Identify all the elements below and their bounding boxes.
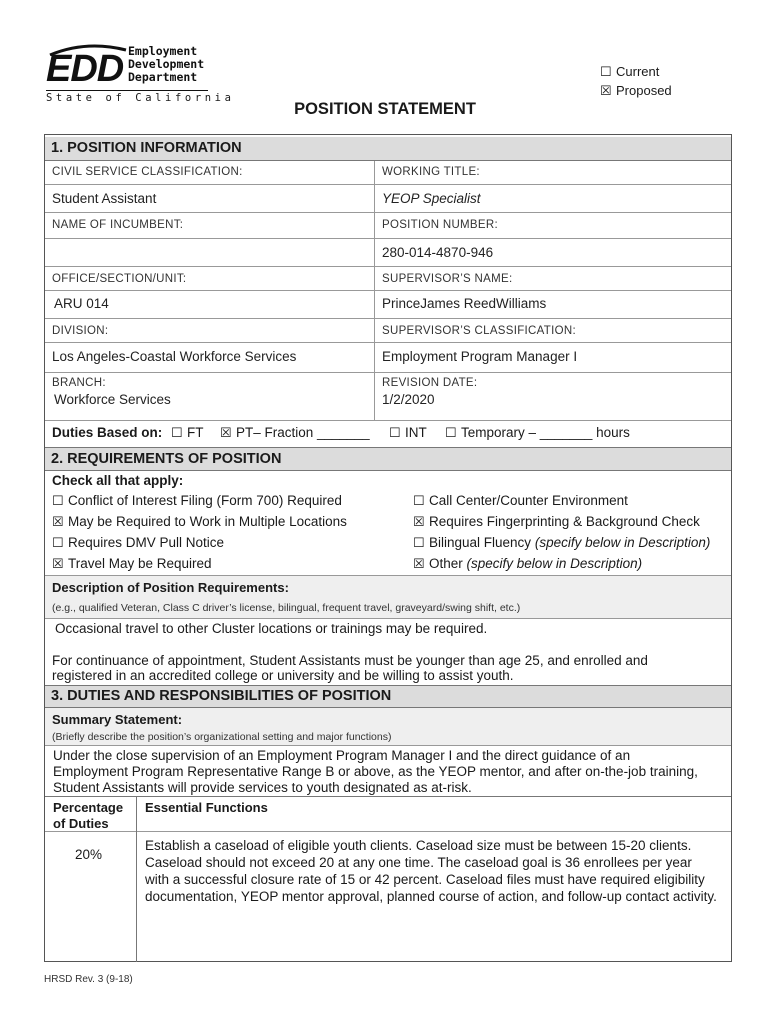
req-right-3[interactable] xyxy=(413,556,642,572)
checkbox-glyph: ☒ xyxy=(52,514,64,529)
row-values-2 xyxy=(45,239,731,267)
checkbox-glyph: ☐ xyxy=(171,425,183,440)
desc-hint: (e.g., qualified Veteran, Class C driver’s license, bilingual, frequent travel, graveyard/swing shift, etc.) xyxy=(52,602,521,614)
checkbox-glyph: ☐ xyxy=(600,64,612,79)
checkbox-glyph: ☐ xyxy=(389,425,401,440)
req-right-1[interactable] xyxy=(413,514,700,530)
revision-label: REVISION DATE: xyxy=(382,377,478,389)
summary-line: Student Assistants will provide services to youth designated as at-risk. xyxy=(53,780,472,795)
incumbent-value[interactable] xyxy=(45,239,374,266)
logo-letters: EDD xyxy=(46,48,124,90)
checkbox-glyph: ☒ xyxy=(413,514,425,529)
duties-table-header xyxy=(45,796,731,832)
current-label: Current xyxy=(616,64,660,79)
page-title: POSITION STATEMENT xyxy=(294,100,476,118)
branch-label: BRANCH: xyxy=(52,377,106,389)
desc-line: Occasional travel to other Cluster locations or trainings may be required. xyxy=(55,621,488,636)
section-3-heading: 3. DUTIES AND RESPONSIBILITIES OF POSITION xyxy=(45,685,731,708)
pt-checkbox[interactable] xyxy=(220,425,370,441)
req-label: Requires DMV Pull Notice xyxy=(68,535,225,550)
req-label: Other xyxy=(429,556,463,571)
req-label: Conflict of Interest Filing (Form 700) Required xyxy=(68,493,342,508)
duty-line: documentation, YEOP mentor approval, planned course of action, and follow-up contact activity. xyxy=(145,889,717,904)
summary-heading: Summary Statement: xyxy=(52,712,183,727)
division-value[interactable]: Los Angeles-Coastal Workforce Services xyxy=(52,349,297,364)
position-form xyxy=(44,134,732,962)
row-values-1 xyxy=(45,185,731,213)
logo-state: State of California xyxy=(46,92,235,104)
civil-service-label: CIVIL SERVICE CLASSIFICATION: xyxy=(52,166,243,178)
supervisor-class-label: SUPERVISOR’S CLASSIFICATION: xyxy=(382,325,576,337)
position-number-value[interactable]: 280-014-4870-946 xyxy=(382,245,494,260)
row-values-4 xyxy=(45,343,731,373)
edd-logo xyxy=(46,44,235,106)
summary-line: Under the close supervision of an Employment Program Manager I and the direct guidance of an xyxy=(53,748,631,763)
desc-line: For continuance of appointment, Student Assistants must be younger than age 25, and enrolled and xyxy=(52,653,648,668)
supervisor-name-value[interactable]: PrinceJames ReedWilliams xyxy=(382,296,547,311)
req-right-2[interactable] xyxy=(413,535,710,551)
temporary-label: Temporary – _______ hours xyxy=(461,425,630,440)
revision-cell xyxy=(375,373,731,420)
row-branch-revision xyxy=(45,373,731,421)
revision-value[interactable]: 1/2/2020 xyxy=(382,392,435,407)
supervisor-name-label: SUPERVISOR’S NAME: xyxy=(382,273,513,285)
desc-heading: Description of Position Requirements: xyxy=(52,580,289,595)
pt-label: PT– Fraction _______ xyxy=(236,425,370,440)
functions-heading: Essential Functions xyxy=(145,800,268,815)
proposed-checkbox[interactable] xyxy=(600,83,672,99)
int-label: INT xyxy=(405,425,427,440)
duty-line: with a successful closure rate of 15 or 42 percent. Caseload files must have required eligibility xyxy=(145,872,705,887)
req-right-0[interactable] xyxy=(413,493,628,509)
req-note: (specify below in Description) xyxy=(466,556,643,571)
checkbox-glyph: ☒ xyxy=(220,425,232,440)
supervisor-class-value[interactable]: Employment Program Manager I xyxy=(382,349,578,364)
row-labels-3 xyxy=(45,267,731,291)
checkbox-glyph: ☐ xyxy=(52,535,64,550)
req-left-0[interactable] xyxy=(52,493,342,509)
logo-word: Employment xyxy=(128,44,198,58)
footer-revision: HRSD Rev. 3 (9-18) xyxy=(44,974,133,985)
checkbox-glyph: ☐ xyxy=(413,535,425,550)
req-left-2[interactable] xyxy=(52,535,224,551)
summary-hint: (Briefly describe the position’s organizational setting and major functions) xyxy=(52,731,392,743)
checkbox-glyph: ☐ xyxy=(445,425,457,440)
summary-heading-row xyxy=(45,708,731,746)
proposed-label: Proposed xyxy=(616,83,672,98)
duty-line: Caseload should not exceed 20 at any one time. The caseload goal is 36 enrollees per year xyxy=(145,855,692,870)
section-2-heading: 2. REQUIREMENTS OF POSITION xyxy=(45,447,731,471)
pct-heading xyxy=(53,800,123,832)
ft-checkbox[interactable] xyxy=(171,425,204,441)
duty-percentage[interactable]: 20% xyxy=(75,847,103,862)
req-left-3[interactable] xyxy=(52,556,212,572)
division-label: DIVISION: xyxy=(52,325,109,337)
logo-words xyxy=(128,45,204,84)
branch-value[interactable]: Workforce Services xyxy=(54,392,171,407)
desc-text-box[interactable] xyxy=(45,619,731,687)
temporary-checkbox[interactable] xyxy=(445,425,630,441)
office-label: OFFICE/SECTION/UNIT: xyxy=(52,273,187,285)
section-1-heading: 1. POSITION INFORMATION xyxy=(45,137,731,161)
summary-line: Employment Program Representative Range B or above, as the YEOP mentor, and after on-the-job training, xyxy=(53,764,698,779)
logo-word: Department xyxy=(128,70,198,84)
duty-line: Establish a caseload of eligible youth clients. Caseload size must be between 15-20 clients. xyxy=(145,838,692,853)
table-divider xyxy=(136,796,137,962)
working-title-value[interactable]: YEOP Specialist xyxy=(382,191,481,206)
req-label: May be Required to Work in Multiple Locations xyxy=(68,514,347,529)
req-label: Travel May be Required xyxy=(68,556,212,571)
checkbox-glyph: ☒ xyxy=(52,556,64,571)
ft-label: FT xyxy=(187,425,204,440)
int-checkbox[interactable] xyxy=(389,425,427,441)
logo-word: Development xyxy=(128,57,205,71)
req-label: Bilingual Fluency xyxy=(429,535,532,550)
branch-cell xyxy=(45,373,374,420)
row-labels-2 xyxy=(45,213,731,239)
civil-service-value[interactable]: Student Assistant xyxy=(52,191,157,206)
working-title-label: WORKING TITLE: xyxy=(382,166,480,178)
checkbox-glyph: ☐ xyxy=(413,493,425,508)
desc-heading-row xyxy=(45,575,731,619)
req-label: Requires Fingerprinting & Background Check xyxy=(429,514,700,529)
row-values-3 xyxy=(45,291,731,319)
position-number-label: POSITION NUMBER: xyxy=(382,219,498,231)
desc-line: registered in an accredited college or university and be willing to assist youth. xyxy=(52,668,514,683)
current-checkbox[interactable] xyxy=(600,64,659,80)
row-labels-1 xyxy=(45,161,731,185)
pct-heading-line: of Duties xyxy=(53,816,109,831)
summary-text-box[interactable] xyxy=(45,746,731,797)
incumbent-label: NAME OF INCUMBENT: xyxy=(52,219,184,231)
req-note: (specify below in Description) xyxy=(534,535,711,550)
check-all-label: Check all that apply: xyxy=(52,473,184,488)
pct-heading-line: Percentage xyxy=(53,800,124,815)
req-label: Call Center/Counter Environment xyxy=(429,493,628,508)
req-left-1[interactable] xyxy=(52,514,347,530)
checkbox-glyph: ☒ xyxy=(600,83,612,98)
duties-based-label: Duties Based on: xyxy=(52,425,163,440)
checkbox-glyph: ☒ xyxy=(413,556,425,571)
checkbox-glyph: ☐ xyxy=(52,493,64,508)
office-value[interactable]: ARU 014 xyxy=(54,296,109,311)
row-labels-4 xyxy=(45,319,731,343)
duties-based-row xyxy=(45,421,731,445)
